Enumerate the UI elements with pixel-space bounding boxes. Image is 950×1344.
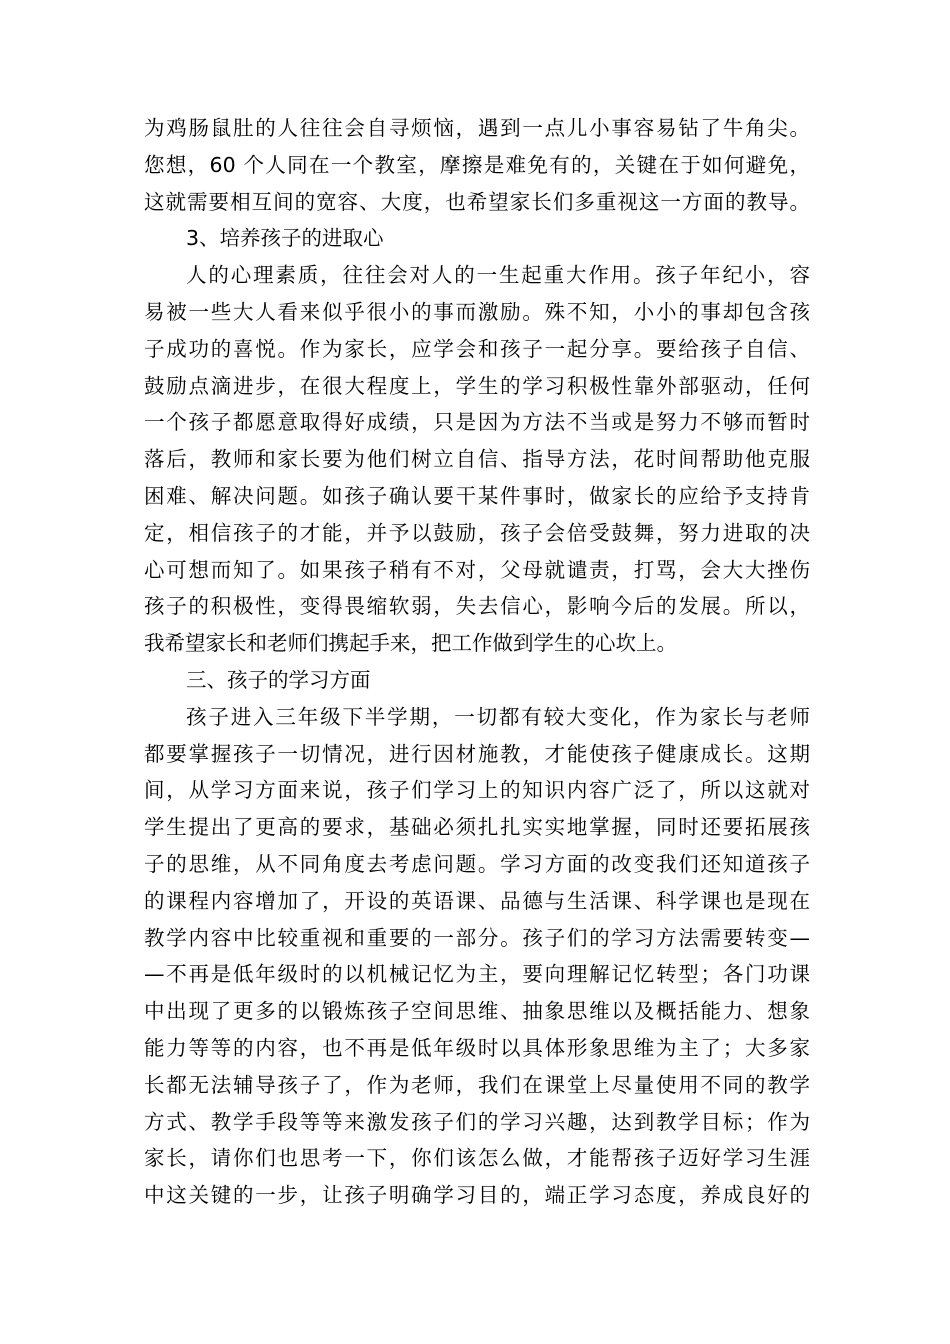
text-line: 您想，60 个人同在一个教室，摩擦是难免有的，关键在于如何避免， (144, 152, 810, 177)
text-line: 长都无法辅导孩子了，作为老师，我们在课堂上尽量使用不同的教学 (144, 1072, 810, 1097)
section-heading-3: 三、孩子的学习方面 (186, 667, 371, 692)
text-line: 困难、解决问题。如孩子确认要干某件事时，做家长的应给予支持肯 (144, 483, 810, 508)
document-page (144, 110, 810, 1214)
text-line: 孩子进入三年级下半学期，一切都有较大变化，作为家长与老师 (186, 704, 810, 729)
text-line: 一个孩子都愿意取得好成绩，只是因为方法不当或是努力不够而暂时 (144, 410, 810, 435)
text-line: 学生提出了更高的要求，基础必须扎扎实实地掌握，同时还要拓展孩 (144, 815, 810, 840)
text-line: —不再是低年级时的以机械记忆为主，要向理解记忆转型；各门功课 (144, 962, 810, 987)
text-line: 鼓励点滴进步，在很大程度上，学生的学习积极性靠外部驱动，任何 (144, 373, 810, 398)
text-line: 落后，教师和家长要为他们树立自信、指导方法，花时间帮助他克服 (144, 447, 810, 472)
paragraph-4 (144, 699, 810, 1214)
text-line: 孩子的积极性，变得畏缩软弱，失去信心，影响今后的发展。所以， (144, 594, 810, 619)
text-line: 都要掌握孩子一切情况，进行因材施教，才能使孩子健康成长。这期 (144, 741, 810, 766)
text-line: 中出现了更多的以锻炼孩子空间思维、抽象思维以及概括能力、想象 (144, 999, 810, 1024)
text-line: 易被一些大人看来似乎很小的事而激励。殊不知，小小的事却包含孩 (144, 299, 810, 324)
text-line: 的课程内容增加了，开设的英语课、品德与生活课、科学课也是现在 (144, 888, 810, 913)
text-line: 子成功的喜悦。作为家长，应学会和孩子一起分享。要给孩子自信、 (144, 336, 810, 361)
text-line: 家长，请你们也思考一下，你们该怎么做，才能帮孩子迈好学习生涯 (144, 1146, 810, 1171)
text-line: 间，从学习方面来说，孩子们学习上的知识内容广泛了，所以这就对 (144, 778, 810, 803)
text-line: 能力等等的内容，也不再是低年级时以具体形象思维为主了；大多家 (144, 1035, 810, 1060)
paragraph-continued (144, 110, 810, 220)
text-line: 方式、教学手段等等来激发孩子们的学习兴趣，达到教学目标；作为 (144, 1109, 810, 1134)
text-line: 人的心理素质，往往会对人的一生起重大作用。孩子年纪小，容 (186, 263, 810, 288)
text-line: 子的思维，从不同角度去考虑问题。学习方面的改变我们还知道孩子 (144, 851, 810, 876)
text-line: 心可想而知了。如果孩子稍有不对，父母就谴责，打骂，会大大挫伤 (144, 557, 810, 582)
text-line: 我希望家长和老师们携起手来，把工作做到学生的心坎上。 (144, 631, 677, 656)
text-line: 这就需要相互间的宽容、大度，也希望家长们多重视这一方面的教导。 (144, 189, 810, 214)
subheading-3: 3、培养孩子的进取心 (186, 226, 384, 251)
paragraph-3 (144, 257, 810, 662)
text-line: 定，相信孩子的才能，并予以鼓励，孩子会倍受鼓舞，努力进取的决 (144, 520, 810, 545)
text-line: 为鸡肠鼠肚的人往往会自寻烦恼，遇到一点儿小事容易钻了牛角尖。 (144, 116, 810, 140)
text-line: 教学内容中比较重视和重要的一部分。孩子们的学习方法需要转变— (144, 925, 810, 950)
text-line: 中这关键的一步，让孩子明确学习目的，端正学习态度，养成良好的 (144, 1183, 810, 1208)
